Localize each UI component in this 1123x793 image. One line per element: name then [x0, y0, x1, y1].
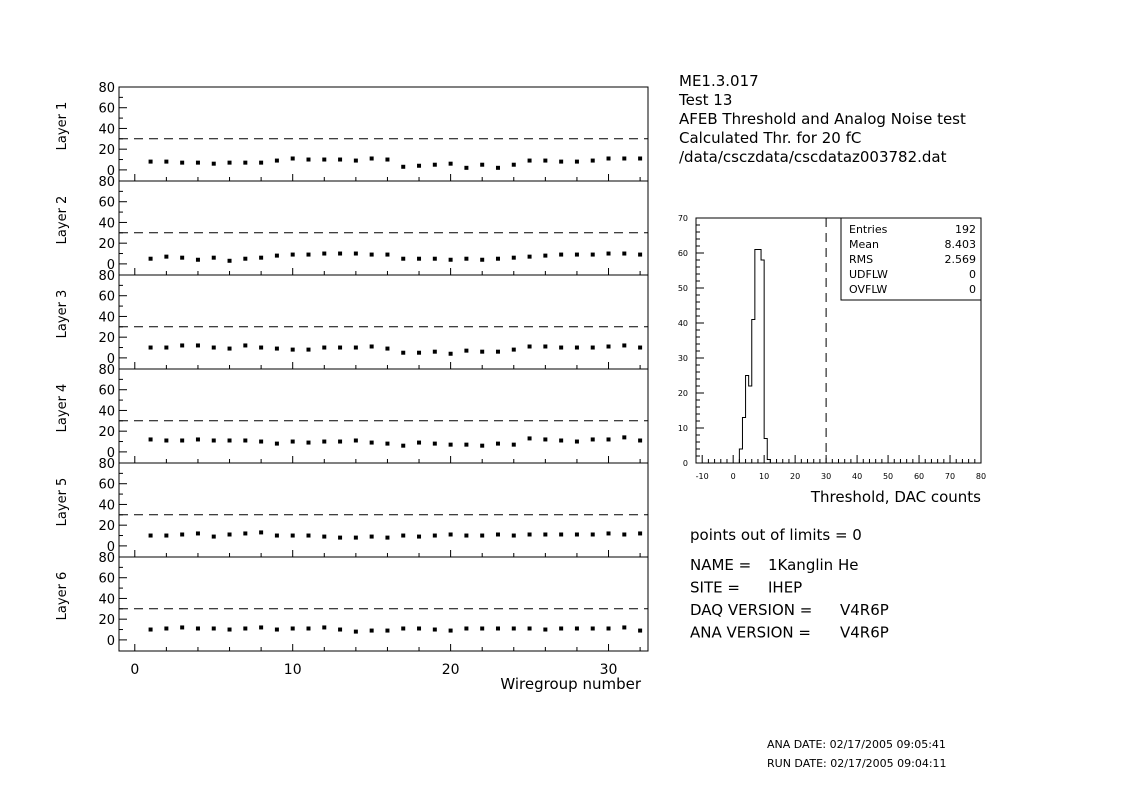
ana-version-label: ANA VERSION = [690, 623, 811, 642]
data-point [370, 253, 374, 257]
data-point [180, 256, 184, 260]
layer-panel-1 [55, 81, 648, 181]
data-point [512, 348, 516, 352]
data-point [480, 534, 484, 538]
y-tick-label: 80 [98, 551, 115, 566]
data-point [291, 440, 295, 444]
data-point [228, 628, 232, 632]
data-point [543, 437, 547, 441]
points-out-of-limits: points out of limits = 0 [690, 526, 862, 544]
hist-x-axis-label: Threshold, DAC counts [810, 488, 981, 506]
hist-x-tick-label: 40 [851, 472, 863, 481]
data-point [512, 163, 516, 167]
data-point [449, 629, 453, 633]
hist-x-tick-label: 60 [913, 472, 925, 481]
hist-x-tick-label: -10 [695, 472, 709, 481]
data-point [622, 532, 626, 536]
y-tick-label: 40 [98, 216, 115, 232]
x-tick-label: 20 [441, 662, 460, 678]
layer-y-label: Layer 1 [55, 101, 70, 151]
header-text-block [678, 72, 966, 166]
data-point [164, 438, 168, 442]
y-tick-label: 60 [98, 383, 115, 399]
y-tick-label: 40 [98, 122, 115, 138]
data-point [164, 626, 168, 630]
data-point [180, 532, 184, 536]
data-point [417, 164, 421, 168]
hist-x-tick-label: 30 [821, 472, 832, 481]
data-point [449, 443, 453, 447]
stats-label: RMS [849, 253, 874, 266]
y-tick-label: 20 [98, 143, 115, 159]
data-point [338, 440, 342, 444]
data-point [338, 252, 342, 256]
y-tick-label: 0 [106, 351, 115, 367]
y-tick-label: 80 [98, 81, 115, 96]
threshold-histogram [678, 214, 986, 506]
data-point [464, 443, 468, 447]
hist-x-tick-label: 0 [730, 472, 736, 481]
data-point [543, 254, 547, 258]
data-point [196, 343, 200, 347]
data-point [528, 255, 532, 259]
data-point [149, 257, 153, 261]
data-point [433, 442, 437, 446]
hist-y-tick-label: 50 [677, 284, 688, 293]
data-point [259, 440, 263, 444]
data-point [322, 252, 326, 256]
y-tick-label: 80 [98, 363, 115, 378]
data-point [607, 344, 611, 348]
data-point [607, 531, 611, 535]
data-point [275, 254, 279, 258]
info-block [690, 526, 889, 642]
data-point [464, 626, 468, 630]
data-point [433, 628, 437, 632]
data-point [149, 160, 153, 164]
data-point [575, 253, 579, 257]
data-point [575, 160, 579, 164]
x-tick-label: 0 [130, 662, 140, 678]
data-point [180, 343, 184, 347]
data-point [164, 534, 168, 538]
data-point [622, 343, 626, 347]
data-point [449, 162, 453, 166]
stats-value: 0 [969, 268, 976, 281]
data-point [622, 625, 626, 629]
data-point [575, 346, 579, 350]
data-point [401, 626, 405, 630]
data-point [528, 532, 532, 536]
data-point [291, 534, 295, 538]
data-point [512, 443, 516, 447]
data-point [496, 166, 500, 170]
data-point [638, 253, 642, 257]
data-point [449, 258, 453, 262]
panel-frame [119, 275, 648, 369]
hist-x-tick-label: 10 [759, 472, 770, 481]
data-point [243, 438, 247, 442]
data-point [575, 626, 579, 630]
data-point [370, 629, 374, 633]
data-point [464, 166, 468, 170]
data-point [338, 346, 342, 350]
data-point [196, 531, 200, 535]
data-point [559, 438, 563, 442]
data-point [149, 534, 153, 538]
data-point [306, 348, 310, 352]
data-point [607, 626, 611, 630]
data-point [212, 346, 216, 350]
data-point [622, 435, 626, 439]
data-point [607, 156, 611, 160]
data-point [512, 256, 516, 260]
y-tick-label: 20 [98, 331, 115, 347]
stats-label: UDFLW [849, 268, 888, 281]
data-point [180, 625, 184, 629]
data-point [401, 165, 405, 169]
data-point [385, 629, 389, 633]
data-point [591, 253, 595, 257]
data-point [291, 253, 295, 257]
layer-y-label: Layer 4 [55, 383, 70, 433]
header-line-5: /data/csczdata/cscdataz003782.dat [679, 148, 947, 166]
y-tick-label: 40 [98, 592, 115, 608]
hist-y-tick-label: 10 [677, 424, 688, 433]
data-point [480, 163, 484, 167]
data-point [433, 257, 437, 261]
data-point [559, 532, 563, 536]
data-point [243, 161, 247, 165]
stats-label: Entries [849, 223, 888, 236]
data-point [354, 346, 358, 350]
data-point [607, 252, 611, 256]
y-tick-label: 80 [98, 457, 115, 472]
hist-x-tick-label: 70 [944, 472, 956, 481]
data-point [291, 626, 295, 630]
layer-panel-5 [55, 457, 648, 557]
data-point [180, 161, 184, 165]
data-point [433, 534, 437, 538]
data-point [228, 161, 232, 165]
data-point [575, 440, 579, 444]
data-point [638, 156, 642, 160]
data-point [164, 160, 168, 164]
data-point [401, 534, 405, 538]
data-point [622, 156, 626, 160]
stats-value: 192 [955, 223, 976, 236]
panel-frame [119, 87, 648, 181]
data-point [417, 626, 421, 630]
data-point [417, 257, 421, 261]
data-point [449, 532, 453, 536]
data-point [480, 626, 484, 630]
data-point [243, 531, 247, 535]
data-point [512, 534, 516, 538]
data-point [401, 351, 405, 355]
data-point [275, 159, 279, 163]
layer-panel-6 [55, 551, 648, 651]
data-point [306, 253, 310, 257]
stats-label: OVFLW [849, 283, 888, 296]
data-point [401, 257, 405, 261]
data-point [354, 536, 358, 540]
data-point [496, 442, 500, 446]
y-tick-label: 80 [98, 269, 115, 284]
y-tick-label: 0 [106, 163, 115, 179]
data-point [196, 626, 200, 630]
data-point [575, 532, 579, 536]
histogram-outline [739, 250, 770, 464]
data-point [164, 346, 168, 350]
data-point [243, 257, 247, 261]
data-point [306, 441, 310, 445]
data-point [417, 441, 421, 445]
x-tick-label: 30 [599, 662, 618, 678]
data-point [275, 442, 279, 446]
y-tick-label: 20 [98, 519, 115, 535]
data-point [149, 346, 153, 350]
data-point [322, 158, 326, 162]
y-tick-label: 60 [98, 101, 115, 117]
data-point [212, 162, 216, 166]
data-point [543, 628, 547, 632]
y-tick-label: 60 [98, 195, 115, 211]
data-point [291, 348, 295, 352]
data-point [401, 444, 405, 448]
data-point [449, 352, 453, 356]
header-line-4: Calculated Thr. for 20 fC [679, 129, 862, 147]
data-point [259, 256, 263, 260]
data-point [417, 535, 421, 539]
data-point [543, 532, 547, 536]
panel-frame [119, 463, 648, 557]
data-point [591, 626, 595, 630]
data-point [464, 349, 468, 353]
daq-version-label: DAQ VERSION = [690, 601, 813, 619]
hist-x-tick-label: 80 [975, 472, 987, 481]
data-point [228, 532, 232, 536]
header-line-3: AFEB Threshold and Analog Noise test [679, 110, 966, 128]
data-point [164, 255, 168, 259]
name-value: 1Kanglin He [768, 556, 859, 574]
data-point [212, 256, 216, 260]
y-tick-label: 20 [98, 237, 115, 253]
x-tick-label: 10 [283, 662, 302, 678]
data-point [559, 253, 563, 257]
layer-panel-4 [55, 363, 648, 463]
data-point [607, 437, 611, 441]
data-point [638, 346, 642, 350]
hist-y-tick-label: 20 [677, 389, 688, 398]
data-point [259, 530, 263, 534]
y-tick-label: 80 [98, 175, 115, 190]
data-point [354, 630, 358, 634]
layer-y-label: Layer 3 [55, 289, 70, 339]
data-point [480, 258, 484, 262]
data-point [496, 532, 500, 536]
data-point [638, 531, 642, 535]
data-point [322, 625, 326, 629]
y-tick-label: 0 [106, 257, 115, 273]
data-point [196, 161, 200, 165]
histogram-bin [749, 386, 752, 463]
data-point [528, 436, 532, 440]
site-value: IHEP [768, 578, 803, 597]
data-point [322, 535, 326, 539]
data-point [591, 532, 595, 536]
data-point [259, 161, 263, 165]
data-point [149, 437, 153, 441]
data-point [559, 626, 563, 630]
data-point [370, 441, 374, 445]
data-point [638, 629, 642, 633]
data-point [559, 160, 563, 164]
y-tick-label: 20 [98, 613, 115, 629]
panel-frame [119, 557, 648, 651]
panel-frame [119, 369, 648, 463]
data-point [338, 536, 342, 540]
data-point [370, 344, 374, 348]
data-point [638, 438, 642, 442]
data-point [259, 625, 263, 629]
data-point [370, 535, 374, 539]
data-point [228, 438, 232, 442]
histogram-bin [758, 250, 761, 464]
data-point [306, 626, 310, 630]
name-label: NAME = [690, 556, 752, 574]
hist-y-tick-label: 70 [677, 214, 688, 223]
data-point [275, 347, 279, 351]
data-point [433, 163, 437, 167]
data-point [322, 440, 326, 444]
stats-value: 0 [969, 283, 976, 296]
stats-value: 8.403 [944, 238, 976, 251]
y-tick-label: 0 [106, 539, 115, 555]
data-point [543, 159, 547, 163]
data-point [512, 626, 516, 630]
y-tick-label: 60 [98, 571, 115, 587]
data-point [433, 350, 437, 354]
data-point [464, 534, 468, 538]
data-point [306, 158, 310, 162]
hist-y-tick-label: 60 [677, 249, 688, 258]
data-point [385, 158, 389, 162]
y-tick-label: 0 [106, 445, 115, 461]
data-point [480, 444, 484, 448]
y-tick-label: 60 [98, 289, 115, 305]
data-point [528, 626, 532, 630]
data-point [212, 438, 216, 442]
data-point [543, 344, 547, 348]
data-point [196, 437, 200, 441]
data-point [212, 626, 216, 630]
data-point [496, 257, 500, 261]
data-point [228, 259, 232, 263]
data-point [496, 350, 500, 354]
layer-panel-3 [55, 269, 648, 369]
data-point [338, 158, 342, 162]
data-point [480, 350, 484, 354]
data-point [322, 346, 326, 350]
y-tick-label: 60 [98, 477, 115, 493]
hist-y-tick-label: 30 [677, 354, 688, 363]
y-tick-label: 20 [98, 425, 115, 441]
run-date: RUN DATE: 02/17/2005 09:04:11 [767, 757, 947, 770]
layer-y-label: Layer 6 [55, 571, 70, 621]
data-point [370, 156, 374, 160]
layer-y-label: Layer 5 [55, 477, 70, 527]
header-line-2: Test 13 [679, 91, 733, 109]
daq-version-value: V4R6P [840, 601, 889, 619]
data-point [228, 347, 232, 351]
hist-x-tick-label: 20 [790, 472, 801, 481]
data-point [275, 628, 279, 632]
data-point [591, 437, 595, 441]
data-point [291, 156, 295, 160]
data-point [528, 159, 532, 163]
header-line-1: ME1.3.017 [679, 72, 759, 90]
y-tick-label: 0 [106, 633, 115, 649]
data-point [212, 535, 216, 539]
data-point [354, 252, 358, 256]
data-point [306, 534, 310, 538]
data-point [275, 534, 279, 538]
hist-y-tick-label: 0 [682, 459, 688, 468]
data-point [243, 343, 247, 347]
data-point [417, 351, 421, 355]
data-point [354, 159, 358, 163]
layer-y-label: Layer 2 [55, 195, 70, 245]
data-point [385, 347, 389, 351]
data-point [591, 346, 595, 350]
data-point [149, 628, 153, 632]
data-point [385, 536, 389, 540]
ana-version-value: V4R6P [840, 623, 889, 642]
data-point [354, 438, 358, 442]
hist-y-tick-label: 40 [677, 319, 688, 328]
y-tick-label: 40 [98, 310, 115, 326]
y-tick-label: 40 [98, 404, 115, 420]
hist-x-tick-label: 50 [882, 472, 894, 481]
data-point [591, 159, 595, 163]
data-point [528, 344, 532, 348]
layer-panels [55, 81, 648, 693]
data-point [196, 258, 200, 262]
ana-date: ANA DATE: 02/17/2005 09:05:41 [767, 738, 946, 751]
y-tick-label: 40 [98, 498, 115, 514]
data-point [559, 346, 563, 350]
data-point [496, 626, 500, 630]
stats-value: 2.569 [944, 253, 976, 266]
x-axis-label: Wiregroup number [500, 675, 641, 693]
data-point [464, 257, 468, 261]
data-point [243, 626, 247, 630]
data-point [338, 628, 342, 632]
data-point [259, 346, 263, 350]
data-point [385, 253, 389, 257]
footer-dates [767, 738, 947, 770]
stats-label: Mean [849, 238, 879, 251]
data-point [622, 252, 626, 256]
site-label: SITE = [690, 578, 740, 597]
data-point [180, 438, 184, 442]
data-point [385, 442, 389, 446]
layer-panel-2 [55, 175, 648, 275]
